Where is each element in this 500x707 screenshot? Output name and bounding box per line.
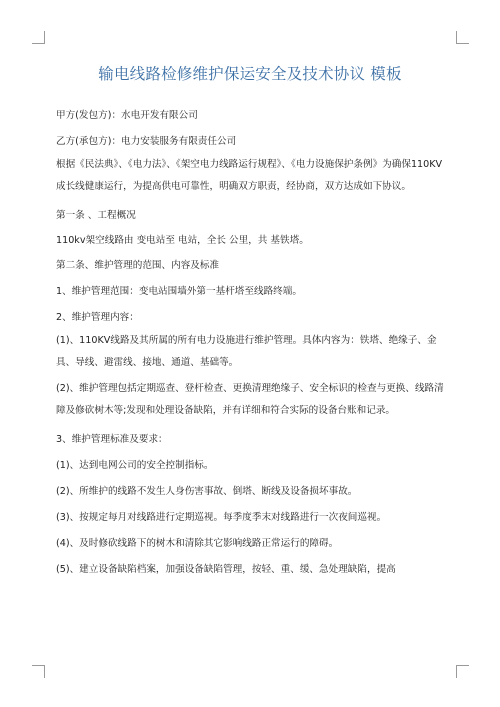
item-2-1: (1)、110KV线路及其所属的所有电力设施进行维护管理。具体内容为：铁塔、绝缘子、金具、导线、避雷线、接地、通道、基础等。: [56, 335, 437, 368]
preamble-paragraph: 根据《民法典》、《电力法》、《架空电力线路运行规程》、《电力设施保护条例》为确保110KV成长线健康运行，为提高供电可靠性，明确双方职责，经协商，双方达成如下协议。: [56, 159, 443, 192]
item-2-content: 2、维护管理内容：: [56, 312, 139, 323]
item-2-2: (2)、维护管理包括定期巡查、登杆检查、更换清理绝缘子、安全标识的检查与更换、线路清障及修砍树木等;发现和处理设备缺陷，并有详细和符合实际的设备台账和记录。: [56, 383, 444, 416]
party-a: 甲方(发包方)：水电开发有限公司: [56, 110, 198, 121]
party-b: 乙方(承包方)：电力安装服务有限责任公司: [56, 136, 237, 147]
crop-mark-top-left: [32, 31, 45, 44]
item-1-scope: 1、维护管理范围：变电站围墙外第一基杆塔至线路终端。: [56, 286, 302, 297]
crop-mark-top-right: [456, 31, 469, 44]
article-1-heading: 第一条 、工程概况: [56, 210, 136, 221]
item-3-5: (5)、建立设备缺陷档案，加强设备缺陷管理，按轻、重、缓、急处理缺陷，提高: [56, 564, 396, 575]
document-body: [56, 109, 448, 576]
item-3-4: (4)、及时修砍线路下的树木和清除其它影响线路正常运行的障碍。: [56, 538, 339, 549]
article-2-heading: 第二条、维护管理的范围、内容及标准: [56, 260, 220, 271]
item-3-2: (2)、所维护的线路不发生人身伤害事故、倒塔、断线及设备损坏事故。: [56, 486, 358, 497]
item-3-1: (1)、达到电网公司的安全控制指标。: [56, 460, 214, 471]
article-1-text: 110kv架空线路由 变电站至 电站，全长 公里，共 基铁塔。: [56, 235, 309, 246]
crop-mark-bottom-left: [32, 665, 45, 678]
item-3-standards: 3、维护管理标准及要求：: [56, 434, 168, 445]
item-3-3: (3)、按规定每月对线路进行定期巡视。每季度季末对线路进行一次夜间巡视。: [56, 512, 387, 523]
crop-mark-bottom-right: [456, 665, 469, 678]
document-title: 输电线路检修维护保运安全及技术协议 模板: [98, 65, 402, 83]
